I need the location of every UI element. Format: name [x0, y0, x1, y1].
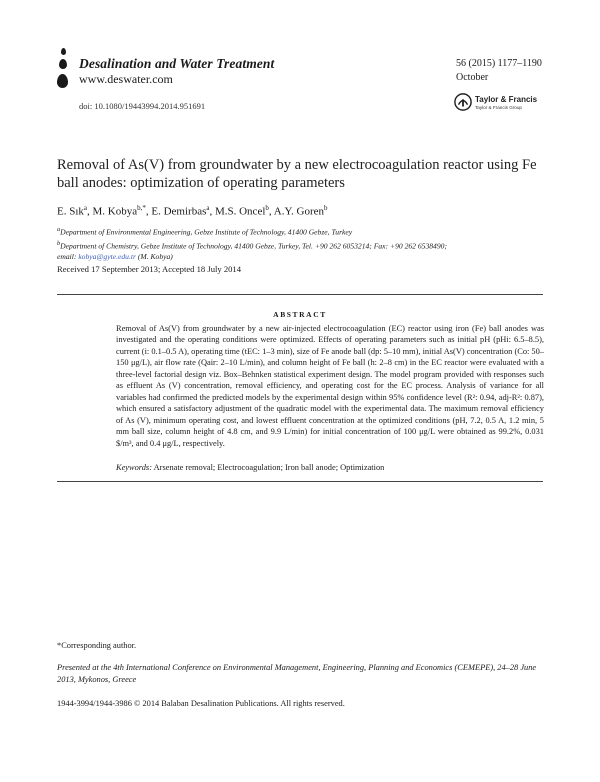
article-title: Removal of As(V) from groundwater by a new electrocoagulation reactor using Fe ball anodes: optimization of operating parameters	[57, 157, 537, 191]
abstract-text: Removal of As(V) from groundwater by a new air-injected electrocoagulation (EC) reactor using iron (Fe) ball anodes was investigated and the operating conditions were optimized. Effects of operating parameters such as initial pH (pHi: 6.5–8.5), current (i: 0.1–0.5 A), operating time (tEC: 1–3 min), size of Fe anode ball (dp: 5–10 mm), initial As(V) concentration (Co: 50–150 μg/L), air flow rate (Qair: 2–10 L/min), and column height of Fe ball (h: 2–8 cm) in the EC reactor were evaluated with a three-level factorial design viz. Box–Behnken statistical experiment design. The model program provided with responses such as effluent As (V) concentration, removal efficiency, and operating cost for the EC process. Analysis of variance for all variables had confirmed the predicted models by the experimental design within 95% confidence level (R²: 0.94, adj-R²: 0.87), which ensured a satisfactory adjustment of the quadratic model with the experimental data. The maximum removal efficiency of As (V), minimum operating cost, and lowest effluent concentration at the optimized conditions (pH, 7.2, 0.5 A, 1.2 min, 5 mm ball size, column height of 4.8 cm, and 9.9 L/min) for initial concentration of 100 μg/L were obtained as 99.2%, 0.031 $/m³, and 0.4 μg/L, respectively.	[116, 324, 544, 448]
keywords	[116, 463, 544, 472]
affiliation-a: $^a$Department of Environmental Engineering, Gebze Institute of Technology, 41400 Gebze, Turkey	[57, 226, 353, 237]
copyright-line: 1944-3994/1944-3986 © 2014 Balaban Desalination Publications. All rights reserved.	[57, 699, 345, 708]
received-dates: Received 17 September 2013; Accepted 18 July 2014	[57, 264, 242, 274]
publisher-group: Taylor & Francis Group	[475, 105, 522, 110]
keywords-list: Arsenate removal; Electrocoagulation; Iron ball anode; Optimization	[153, 463, 385, 472]
abstract-heading: ABSTRACT	[273, 310, 327, 319]
issue-volume-pages: 56 (2015) 1177–1190	[456, 58, 542, 69]
author: E. Sık	[57, 205, 84, 218]
keywords-label: Keywords:	[116, 463, 152, 472]
author-affil-sup: b	[265, 204, 269, 212]
publisher-logo-icon	[454, 93, 472, 111]
email-line	[57, 251, 557, 262]
journal-url[interactable]: www.deswater.com	[79, 72, 173, 86]
author: E. Demirbas	[151, 205, 207, 218]
author-affil-sup: b	[324, 204, 328, 212]
author: A.Y. Goren	[273, 205, 325, 218]
affiliations	[57, 224, 557, 262]
issue-month: October	[456, 72, 489, 83]
author: M.S. Oncel	[214, 205, 266, 218]
issue-info	[456, 57, 542, 85]
author-list: E. Sık$^a$, M. Kobya$^{b,*}$, E. Demirbas$^a$, M.S. Oncel$^b$, A.Y. Goren$^b$	[57, 204, 328, 218]
publisher-logo	[454, 93, 544, 119]
author-affil-sup: b,*	[137, 204, 146, 212]
affiliation-b: $^b$Department of Chemistry, Gebze Institute of Technology, 41400 Gebze, Turkey, Tel. +90 262 6053214; Fax: +90 262 6538490;	[57, 239, 447, 251]
author-affil-sup: a	[206, 204, 210, 212]
abstract-rule-top	[57, 294, 543, 295]
author: M. Kobya	[92, 205, 138, 218]
email-label: email:	[57, 252, 77, 262]
publisher-name: Taylor & Francis	[475, 95, 538, 104]
journal-title: Desalination and Water Treatment	[79, 56, 275, 71]
conference-note: Presented at the 4th International Conference on Environmental Management, Engineering, Planning and Economics (CEMEPE), 24–28 June 2013, Mykonos, Greece	[57, 663, 537, 684]
email-link[interactable]: kobya@gyte.edu.tr	[78, 252, 136, 262]
abstract-rule-bottom	[57, 481, 543, 482]
author-affil-sup: a	[83, 204, 88, 212]
doi[interactable]: doi: 10.1080/19443994.2014.951691	[79, 101, 206, 111]
email-owner: (M. Kobya)	[137, 252, 173, 262]
corresponding-note: *Corresponding author.	[57, 641, 137, 650]
